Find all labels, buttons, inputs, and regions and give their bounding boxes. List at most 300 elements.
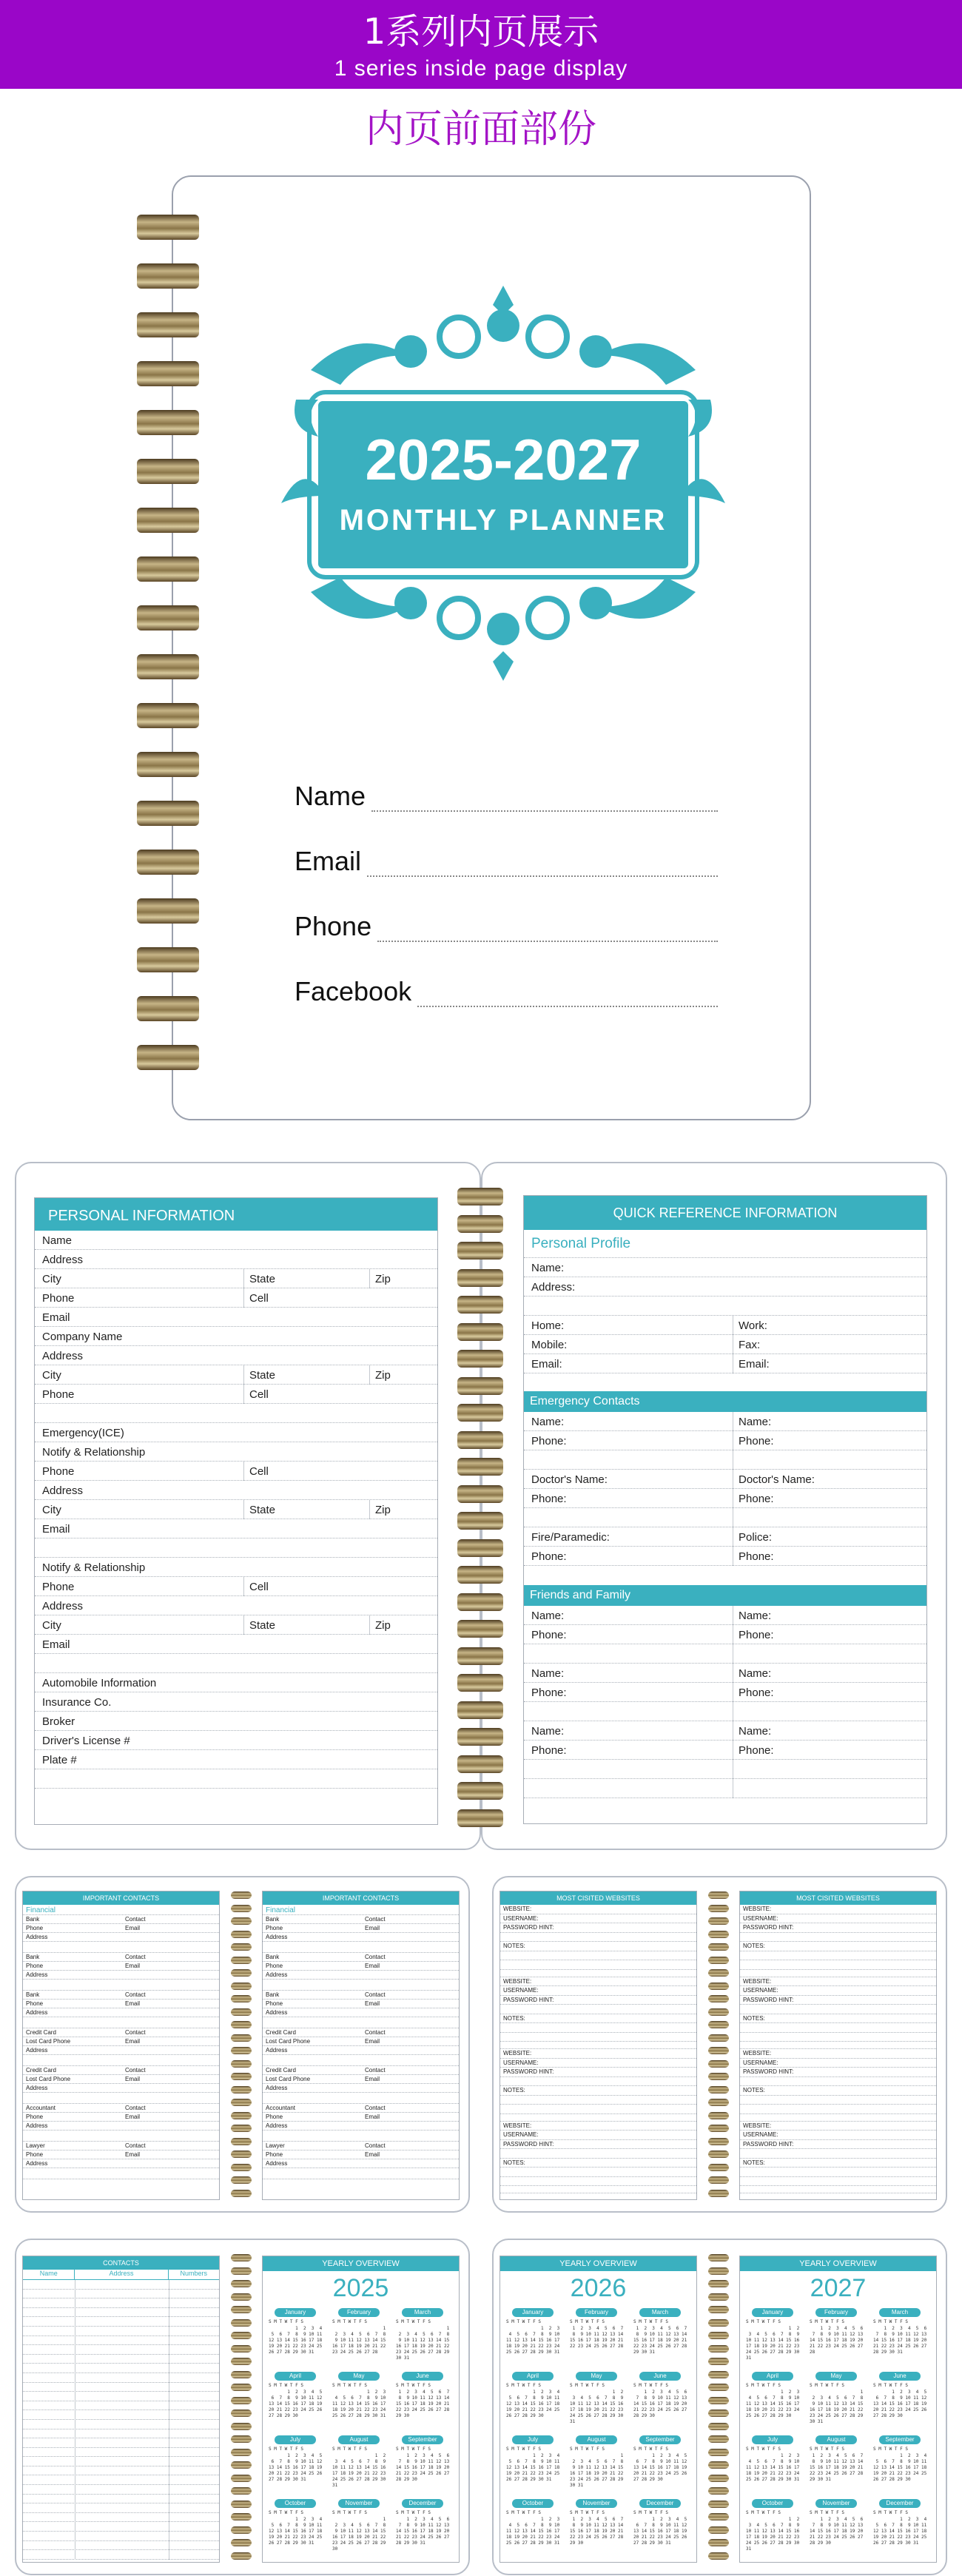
contact-row: [23, 2159, 219, 2168]
quick-field-label: Address:: [531, 1281, 576, 1294]
quick-field-label: Home:: [531, 1319, 565, 1332]
month-label: August: [576, 2435, 617, 2444]
spiral-ring: [708, 2501, 729, 2508]
personal-field-label: Emergency(ICE): [42, 1427, 124, 1439]
weekday-row: S M T W T F S: [810, 2383, 844, 2388]
spiral-ring: [231, 2150, 252, 2158]
month-label: March: [639, 2308, 681, 2317]
website-row: [500, 1914, 696, 1924]
spiral-ring: [457, 1620, 503, 1638]
spiral-ring: [137, 312, 199, 337]
month-days: 1 2 3 4 5 6 7 8 9 10 11 12 13 14 15 16 17 18 19 20 21 22 23 24 25 26 27 28 29 30 31: [633, 2517, 687, 2546]
personal-field-label: Phone: [42, 1388, 75, 1401]
website-spacer: [500, 2186, 696, 2193]
contact-spacer: [23, 2168, 219, 2179]
spiral-ring: [708, 1917, 729, 1925]
website-spacer: [740, 2042, 936, 2049]
month-days: 1 2 3 4 5 6 7 8 9 10 11 12 13 14 15 16 17 18 19 20 21 22 23 24 25 26 27 28 29 30: [873, 2390, 927, 2418]
website-row: [500, 1923, 696, 1933]
personal-field-label: Plate #: [42, 1754, 77, 1766]
contact-row: [23, 2008, 219, 2017]
personal-field-label: City: [42, 1273, 61, 1285]
month-days: 1 2 3 4 5 6 7 8 9 10 11 12 13 14 15 16 17 18 19 20 21 22 23 24 25 26 27 28 29 30 31: [269, 2517, 323, 2546]
personal-row: [35, 1442, 437, 1462]
month-days: 1 2 3 4 5 6 7 8 9 10 11 12 13 14 15 16 17 18 19 20 21 22 23 24 25 26 27 28 29 30: [810, 2517, 864, 2546]
website-label: USERNAME:: [503, 2131, 539, 2138]
contact-label: Credit Card: [266, 2067, 296, 2074]
spiral-ring: [457, 1323, 503, 1341]
spiral-ring: [231, 1917, 252, 1925]
spiral-ring: [137, 703, 199, 728]
contact-label: Phone: [266, 1963, 283, 1969]
contact-row: [23, 1971, 219, 1980]
personal-field-label: Company Name: [42, 1331, 123, 1343]
yearly-overview-year: 2027: [810, 2274, 867, 2302]
month-label: September: [639, 2435, 681, 2444]
personal-row: [35, 1269, 437, 1288]
contacts-header: CONTACTS: [23, 2256, 219, 2270]
personal-row: [35, 1250, 437, 1269]
website-row: [740, 2159, 936, 2168]
contact-label: Address: [26, 1934, 48, 1940]
month-days: 1 2 3 4 5 6 7 8 9 10 11 12 13 14 15 16 17 18 19 20 21 22 23 24 25 26 27 28 29 30 31: [746, 2517, 800, 2552]
websites-right: [739, 1891, 937, 2200]
spiral-ring: [231, 2138, 252, 2145]
column-divider: [243, 1577, 244, 1596]
spiral-ring: [231, 2513, 252, 2520]
personal-row: [35, 1635, 437, 1654]
quick-field-label: Phone:: [531, 1629, 567, 1641]
personal-field-label: Address: [42, 1350, 84, 1362]
contacts-row: [23, 2503, 219, 2513]
contacts-row: [23, 2532, 219, 2541]
contacts-row: [23, 2429, 219, 2439]
contact-label: Bank: [26, 1991, 40, 1998]
personal-row: [35, 1577, 437, 1596]
contact-label: Address: [26, 2085, 48, 2091]
contact-spacer: [23, 2017, 219, 2028]
website-row: [740, 2049, 936, 2059]
month-calendar: [744, 2499, 804, 2558]
contact-label: Email: [365, 2113, 380, 2120]
month-days: 1 2 3 4 5 6 7 8 9 10 11 12 13 14 15 16 17 18 19 20 21 22 23 24 25 26 27 28 29 30: [396, 2453, 450, 2482]
quick-row: [524, 1527, 926, 1547]
personal-row: [35, 1365, 437, 1385]
website-spacer: [500, 2114, 696, 2122]
spiral-ring: [137, 459, 199, 484]
spiral-ring: [231, 2526, 252, 2534]
website-row: [500, 2168, 696, 2177]
contact-row: [263, 2142, 459, 2150]
contact-label: Bank: [266, 1991, 280, 1998]
month-calendar: [505, 2499, 564, 2558]
spiral-ring: [457, 1512, 503, 1530]
column-divider: [369, 1500, 370, 1519]
spiral-ring: [137, 605, 199, 630]
website-label: USERNAME:: [503, 1987, 539, 1994]
important-contacts-header: IMPORTANT CONTACTS: [263, 1891, 459, 1905]
spiral-ring: [708, 2047, 729, 2054]
website-label: USERNAME:: [503, 1914, 539, 1922]
month-days: 1 2 3 4 5 6 7 8 9 10 11 12 13 14 15 16 17 18 19 20 21 22 23 24 25 26 27 28 29 30: [570, 2517, 624, 2546]
website-row: [740, 2177, 936, 2187]
website-row: [740, 2086, 936, 2096]
personal-field-label: Cell: [249, 1292, 269, 1305]
spiral-ring: [231, 2125, 252, 2132]
spiral-ring: [708, 2254, 729, 2261]
month-days: 1 2 3 4 5 6 7 8 9 10 11 12 13 14 15 16 17 18 19 20 21 22 23 24 25 26 27 28 29 30 31: [810, 2453, 864, 2482]
personal-field-label: Email: [42, 1638, 70, 1651]
contact-label: Address: [26, 2160, 48, 2167]
month-label: October: [275, 2499, 316, 2508]
month-label: March: [879, 2308, 921, 2317]
quick-field-label: Name:: [739, 1725, 772, 1738]
quick-field-label: Name:: [531, 1610, 565, 1622]
contact-label: Email: [365, 1925, 380, 1931]
spiral-ring: [708, 2449, 729, 2456]
contacts-sheet: [22, 2256, 220, 2563]
website-row: [500, 2131, 696, 2140]
personal-row: [35, 1462, 437, 1481]
contacts-row: [23, 2298, 219, 2308]
website-row: [740, 2068, 936, 2077]
website-row: [740, 2005, 936, 2014]
month-calendar: [808, 2308, 867, 2367]
month-label: April: [512, 2372, 554, 2381]
spiral-ring: [231, 2449, 252, 2456]
spiral-ring: [231, 2034, 252, 2042]
contact-spacer: [263, 2055, 459, 2066]
month-days: 1 2 3 4 5 6 7 8 9 10 11 12 13 14 15 16 17 18 19 20 21 22 23 24 25 26 27 28: [332, 2326, 386, 2355]
spiral-ring: [231, 2552, 252, 2560]
spiral-ring: [708, 1995, 729, 2002]
spiral-ring: [708, 2435, 729, 2443]
spiral-ring: [708, 2345, 729, 2353]
contacts-row: [23, 2410, 219, 2420]
contact-label: Email: [125, 2151, 141, 2158]
contact-label: Phone: [266, 2151, 283, 2158]
website-row: [740, 1996, 936, 2005]
contacts-row: [23, 2401, 219, 2411]
section-title: 内页前面部份: [365, 107, 596, 152]
contact-label: Address: [26, 2047, 48, 2054]
contact-label: Lost Card Phone: [26, 2038, 71, 2045]
website-row: [740, 1914, 936, 1924]
spiral-ring: [708, 2358, 729, 2365]
personal-row: [35, 1327, 437, 1346]
spiral-ring: [137, 801, 199, 826]
contact-row: [263, 2113, 459, 2122]
contact-label: Contact: [125, 2142, 146, 2149]
spiral-ring: [231, 2280, 252, 2287]
quick-field-label: Name:: [531, 1416, 565, 1428]
quick-row: [524, 1470, 926, 1489]
month-calendar: [568, 2308, 628, 2367]
contacts-row: [23, 2355, 219, 2364]
websites-left: [500, 1891, 697, 2200]
month-label: July: [752, 2435, 793, 2444]
yearly-overview-header: YEARLY OVERVIEW: [740, 2256, 936, 2271]
spiral-ring: [708, 1983, 729, 1990]
contact-label: Lost Card Phone: [266, 2038, 311, 2045]
weekday-row: S M T W T F S: [873, 2319, 908, 2324]
website-row: [740, 1960, 936, 1970]
contact-label: Contact: [125, 1954, 146, 1960]
contact-row: [23, 2000, 219, 2008]
quick-field-label: Email:: [739, 1358, 770, 1371]
month-calendar: [632, 2499, 691, 2558]
website-row: [500, 2122, 696, 2131]
personal-field-label: State: [249, 1369, 276, 1382]
month-days: 1 2 3 4 5 6 7 8 9 10 11 12 13 14 15 16 17 18 19 20 21 22 23 24 25 26 27 28 29 30: [633, 2453, 687, 2482]
weekday-row: S M T W T F S: [633, 2510, 668, 2515]
spiral-ring: [137, 654, 199, 679]
contact-row: [23, 1915, 219, 1924]
spread4-spiral-binding: [231, 2254, 252, 2565]
website-spacer: [500, 1970, 696, 1977]
month-label: February: [815, 2308, 857, 2317]
personal-field-label: Zip: [375, 1504, 391, 1516]
contact-row: [263, 2150, 459, 2159]
spiral-ring: [457, 1404, 503, 1422]
weekday-row: S M T W T F S: [396, 2383, 431, 2388]
contacts-row: [23, 2336, 219, 2346]
quick-row: [524, 1606, 926, 1625]
month-label: April: [752, 2372, 793, 2381]
website-label: WEBSITE:: [503, 1977, 532, 1985]
personal-field-label: Name: [42, 1234, 73, 1247]
spiral-ring: [231, 1969, 252, 1977]
website-row: [740, 2131, 936, 2140]
month-days: 1 2 3 4 5 6 7 8 9 10 11 12 13 14 15 16 17 18 19 20 21 22 23 24 25 26 27 28 29 30 31: [570, 2390, 624, 2424]
spiral-ring: [708, 1969, 729, 1977]
contact-spacer: [23, 2131, 219, 2142]
contact-label: Contact: [125, 2105, 146, 2111]
weekday-row: S M T W T F S: [873, 2446, 908, 2452]
contacts-row: [23, 2457, 219, 2466]
spiral-ring: [708, 2332, 729, 2339]
websites-header: MOST CISITED WEBSITES: [500, 1891, 696, 1905]
column-divider: [369, 1365, 370, 1385]
contact-row: [263, 1915, 459, 1924]
contact-row: [23, 2150, 219, 2159]
contact-label: Credit Card: [26, 2029, 56, 2036]
contacts-row: [23, 2485, 219, 2495]
cover-year-range: 2025-2027: [365, 427, 642, 492]
quick-row: [524, 1258, 926, 1277]
quick-field-label: Fax:: [739, 1339, 761, 1351]
quick-row: [524, 1702, 926, 1721]
personal-field-label: Zip: [375, 1369, 391, 1382]
website-label: NOTES:: [743, 2159, 765, 2166]
quick-field-label: Name:: [739, 1667, 772, 1680]
month-label: January: [275, 2308, 316, 2317]
column-divider: [369, 1269, 370, 1288]
spiral-ring: [231, 2099, 252, 2106]
month-label: February: [338, 2308, 380, 2317]
contacts-column-headers: [23, 2270, 219, 2280]
personal-row: [35, 1558, 437, 1577]
personal-field-label: State: [249, 1504, 276, 1516]
contact-label: Address: [266, 2160, 288, 2167]
contact-label: Address: [266, 2122, 288, 2129]
weekday-row: S M T W T F S: [746, 2510, 781, 2515]
spiral-ring: [231, 2539, 252, 2546]
website-row: [500, 1951, 696, 1961]
quick-row: [524, 1625, 926, 1644]
spiral-ring: [231, 2423, 252, 2430]
website-label: WEBSITE:: [503, 2050, 532, 2057]
quick-field-label: Name:: [531, 1262, 565, 1274]
weekday-row: S M T W T F S: [746, 2383, 781, 2388]
spiral-ring: [231, 2254, 252, 2261]
month-label: December: [402, 2499, 443, 2508]
month-calendar: [808, 2435, 867, 2495]
spiral-ring: [708, 2293, 729, 2301]
month-calendar: [505, 2308, 564, 2367]
month-calendar: [505, 2372, 564, 2431]
contact-label: Email: [365, 2000, 380, 2007]
month-label: June: [402, 2372, 443, 2381]
website-row: [740, 2140, 936, 2150]
contact-label: Lost Card Phone: [266, 2076, 311, 2082]
month-label: April: [275, 2372, 316, 2381]
quick-row: [524, 1277, 926, 1297]
spiral-ring: [708, 2008, 729, 2016]
personal-field-label: Phone: [42, 1581, 75, 1593]
contact-label: Lawyer: [266, 2142, 285, 2149]
spiral-ring: [231, 2332, 252, 2339]
spiral-ring: [708, 2060, 729, 2068]
spiral-ring: [137, 215, 199, 240]
spiral-ring: [708, 2475, 729, 2482]
contact-row: [23, 1962, 219, 1971]
contact-label: Phone: [266, 1925, 283, 1931]
spiral-ring: [231, 2358, 252, 2365]
contact-label: Accountant: [266, 2105, 296, 2111]
contact-row: [263, 1953, 459, 1962]
emergency-rows: [524, 1412, 926, 1566]
website-label: PASSWORD HINT:: [743, 1924, 794, 1931]
weekday-row: S M T W T F S: [746, 2319, 781, 2324]
contact-spacer: [263, 2017, 459, 2028]
personal-row: [35, 1519, 437, 1538]
contact-row: [263, 2066, 459, 2075]
quick-row: [524, 1644, 926, 1664]
spiral-ring: [457, 1782, 503, 1800]
month-days: 1 2 3 4 5 6 7 8 9 10 11 12 13 14 15 16 17 18 19 20 21 22 23 24 25 26 27 28 29 30 31: [269, 2453, 323, 2482]
month-label: January: [752, 2308, 793, 2317]
contact-label: Bank: [26, 1954, 40, 1960]
yearly-overview-header: YEARLY OVERVIEW: [263, 2256, 459, 2271]
cover-subtitle: MONTHLY PLANNER: [339, 504, 667, 537]
weekday-row: S M T W T F S: [633, 2446, 668, 2452]
contact-label: Address: [266, 1934, 288, 1940]
quick-row: [524, 1297, 926, 1316]
contact-spacer: [263, 1942, 459, 1953]
banner-title-en: 1 series inside page display: [334, 56, 628, 81]
month-calendar: [744, 2372, 804, 2431]
contact-row: [263, 2084, 459, 2093]
spiral-ring: [457, 1215, 503, 1233]
contact-label: Contact: [365, 2142, 386, 2149]
contacts-col-name: Name: [39, 2270, 58, 2277]
contact-row: [263, 1991, 459, 2000]
website-label: NOTES:: [503, 1943, 525, 1949]
personal-row: [35, 1404, 437, 1423]
personal-field-label: City: [42, 1504, 61, 1516]
month-label: May: [576, 2372, 617, 2381]
contacts-row: [23, 2383, 219, 2392]
quick-field-label: Name:: [531, 1667, 565, 1680]
important-contacts-left: [22, 1891, 220, 2200]
spiral-ring: [708, 2138, 729, 2145]
spiral-ring: [708, 2099, 729, 2106]
quick-field-label: Phone:: [739, 1686, 774, 1699]
month-days: 1 2 3 4 5 6 7 8 9 10 11 12 13 14 15 16 17 18 19 20 21 22 23 24 25 26 27 28 29 30: [633, 2390, 687, 2418]
quick-reference-header: QUICK REFERENCE INFORMATION: [524, 1196, 926, 1230]
contact-row: [263, 1962, 459, 1971]
spiral-ring: [708, 2021, 729, 2028]
spiral-ring: [231, 2306, 252, 2313]
quick-row: [524, 1683, 926, 1702]
spiral-ring: [708, 1891, 729, 1899]
contact-spacer: [23, 1942, 219, 1953]
spiral-ring: [231, 2176, 252, 2184]
website-row: [500, 2049, 696, 2059]
website-label: USERNAME:: [503, 2059, 539, 2066]
contacts-row: [23, 2541, 219, 2551]
quick-field-label: Name:: [531, 1725, 565, 1738]
spiral-ring: [231, 2267, 252, 2275]
contact-label: Phone: [26, 2151, 44, 2158]
contacts-row: [23, 2392, 219, 2401]
contacts-row: [23, 2438, 219, 2448]
month-calendar: [331, 2435, 390, 2495]
profile-rows: [524, 1258, 926, 1373]
spiral-ring: [708, 2423, 729, 2430]
month-label: September: [879, 2435, 921, 2444]
month-days: 1 2 3 4 5 6 7 8 9 10 11 12 13 14 15 16 17 18 19 20 21 22 23 24 25 26 27 28 29 30 31: [570, 2453, 624, 2488]
contact-row: [23, 1953, 219, 1962]
spiral-ring: [231, 1995, 252, 2002]
contact-row: [23, 2075, 219, 2084]
personal-field-label: State: [249, 1619, 276, 1632]
spiral-ring: [231, 2487, 252, 2495]
month-days: 1 2 3 4 5 6 7 8 9 10 11 12 13 14 15 16 17 18 19 20 21 22 23 24 25 26 27 28 29 30: [332, 2517, 386, 2552]
contacts-row: [23, 2373, 219, 2383]
website-label: USERNAME:: [743, 2059, 778, 2066]
spiral-ring: [231, 2164, 252, 2171]
spiral-ring: [137, 361, 199, 386]
contact-row: [23, 1933, 219, 1942]
spiral-ring: [457, 1674, 503, 1692]
quick-field-label: Phone:: [531, 1686, 567, 1699]
contact-row: [263, 2104, 459, 2113]
contact-label: Contact: [365, 1954, 386, 1960]
contact-row: [263, 2000, 459, 2008]
website-label: PASSWORD HINT:: [743, 2140, 794, 2148]
contacts-row: [23, 2475, 219, 2485]
column-divider: [243, 1269, 244, 1288]
weekday-row: S M T W T F S: [269, 2446, 303, 2452]
website-row: [740, 1977, 936, 1987]
website-row: [740, 1951, 936, 1961]
weekday-row: S M T W T F S: [506, 2446, 541, 2452]
month-calendar: [872, 2499, 931, 2558]
website-label: WEBSITE:: [503, 2122, 532, 2129]
month-label: August: [815, 2435, 857, 2444]
